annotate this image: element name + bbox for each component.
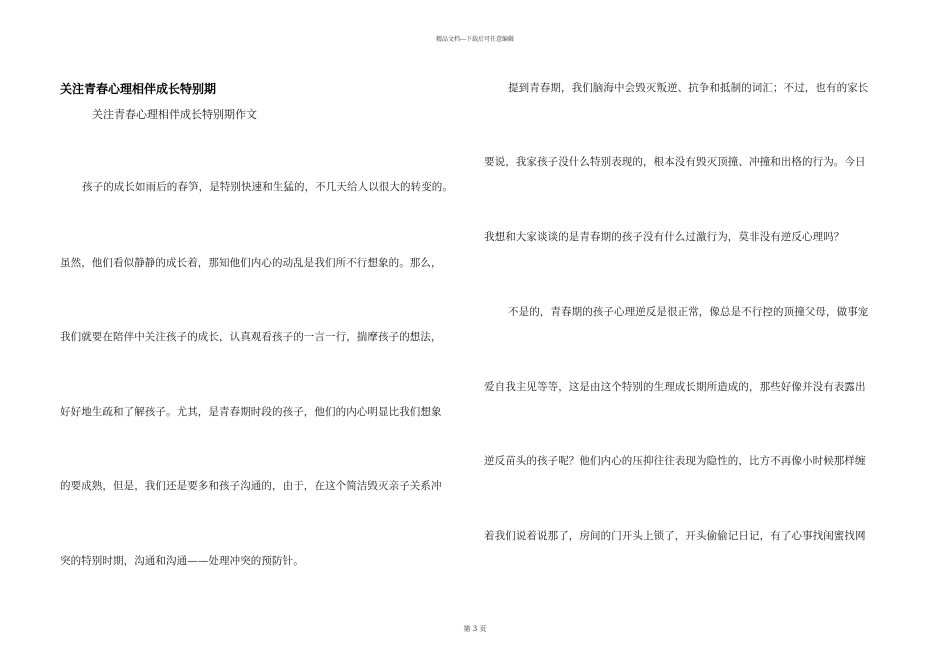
paragraph-line: 提到青春期，我们脑海中会毁灭叛逆、抗争和抵制的词汇；不过，也有的家长 <box>508 82 869 94</box>
paragraph-line: 的要成熟，但是，我们还是要多和孩子沟通的，由于，在这个简洁毁灭亲子关系冲 <box>60 480 442 492</box>
paragraph-line: 爱自我主见等等，这是由这个特别的生理成长期所造成的，那些好像并没有表露出 <box>484 381 866 393</box>
paragraph-line: 孩子的成长如雨后的春笋，是特别快速和生猛的，不几天给人以很大的转变的。 <box>82 181 453 193</box>
paragraph-line: 突的特别时期，沟通和沟通——处理冲突的预防针。 <box>60 555 304 567</box>
paragraph-line: 着我们说着说那了，房间的门开头上锁了，开头偷偷记日记，有了心事找闺蜜找网 <box>484 530 866 542</box>
paragraph-line: 我们就要在陪伴中关注孩子的成长，认真观看孩子的一言一行，揣摩孩子的想法， <box>60 331 442 343</box>
page-header: 精品文档---下载后可任意编辑 <box>435 36 515 43</box>
document-subtitle: 关注青春心理相伴成长特别期作文 <box>92 108 257 121</box>
paragraph-line: 逆反苗头的孩子呢？他们内心的压抑往往表现为隐性的，比方不再像小时候那样缠 <box>484 455 866 467</box>
page-number: 第 3 页 <box>463 625 487 633</box>
paragraph-line: 不是的，青春期的孩子心理逆反是很正常，像总是不行控的顶撞父母，做事宠 <box>508 306 869 318</box>
document-title: 关注青春心理相伴成长特别期 <box>60 82 217 96</box>
paragraph-line: 虽然，他们看似静静的成长着，那知他们内心的动乱是我们所不行想象的。那么， <box>60 257 442 269</box>
paragraph-line: 我想和大家谈谈的是青春期的孩子没有什么过激行为，莫非没有逆反心理吗？ <box>484 231 845 243</box>
paragraph-line: 要说，我家孩子没什么特别表现的，根本没有毁灭顶撞、冲撞和出格的行为。今日 <box>484 156 866 168</box>
paragraph-line: 好好地生疏和了解孩子。尤其，是青春期时段的孩子，他们的内心明显比我们想象 <box>60 406 442 418</box>
